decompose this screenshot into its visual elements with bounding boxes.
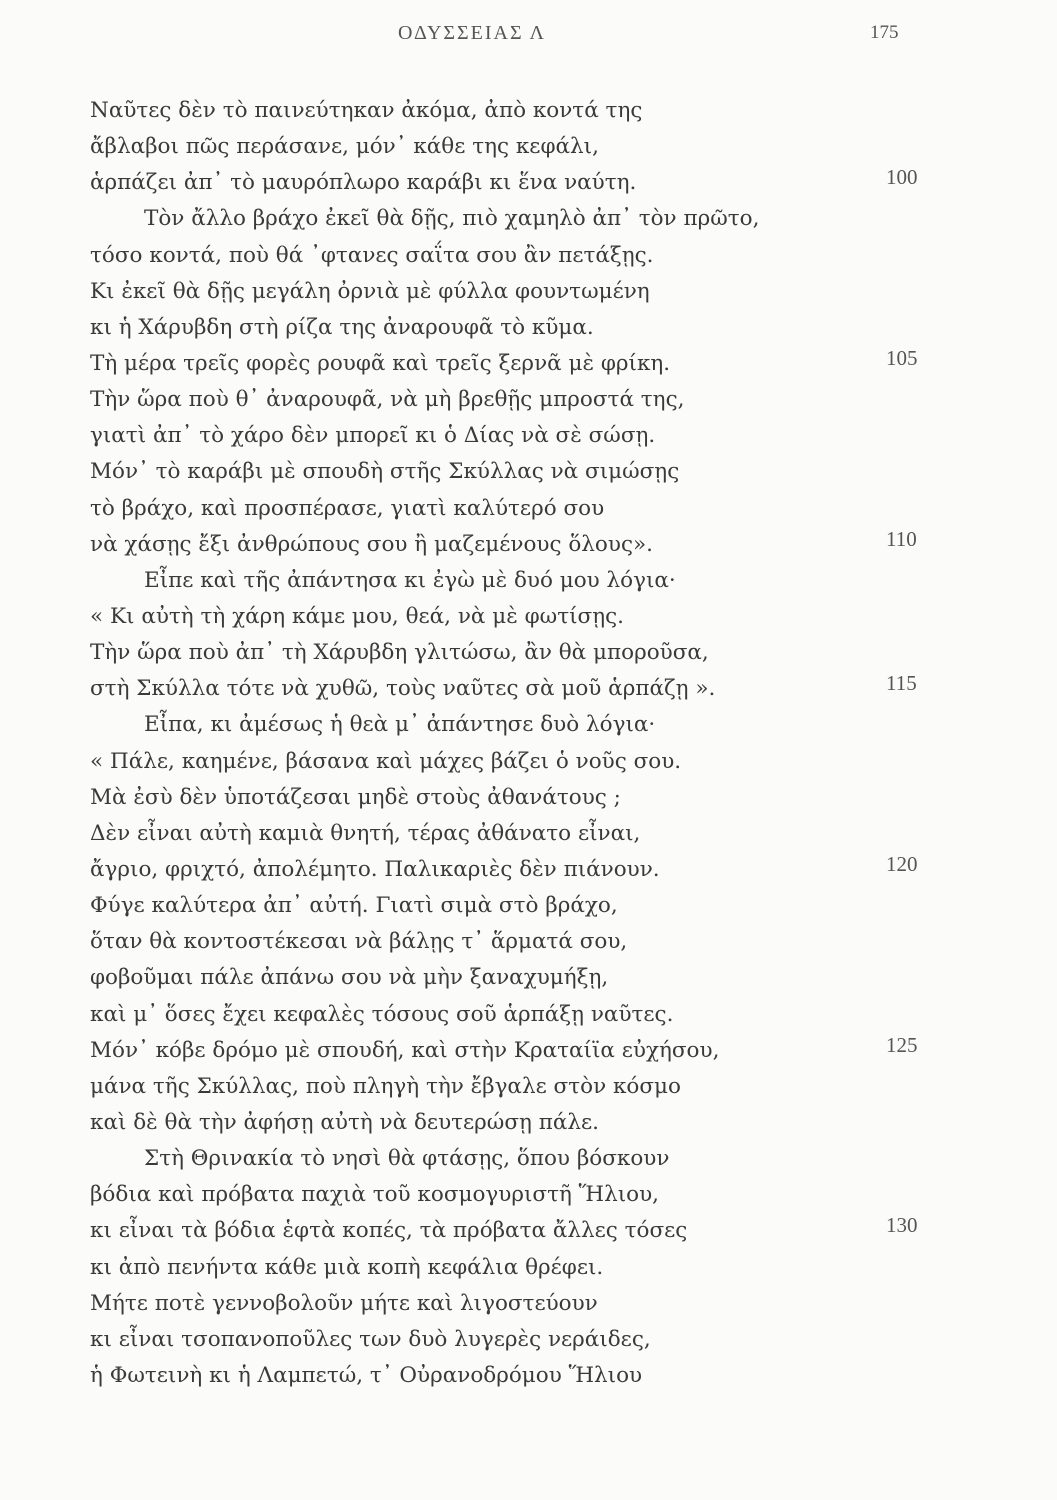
verse-line: [90, 238, 970, 274]
verse-line: [90, 997, 970, 1033]
verse-text: βόδια καὶ πρόβατα παχιὰ τοῦ κοσμογυριστῆ Ἥλιου,: [90, 1182, 660, 1208]
verse-line: [90, 1358, 970, 1394]
verse-line: [90, 1322, 970, 1358]
verse-text: κι ἀπὸ πενήντα κάθε μιὰ κοπὴ κεφάλια θρέφει.: [90, 1254, 604, 1280]
verse-line: [90, 1213, 970, 1249]
verse-text: νὰ χάσῃς ἔξι ἀνθρώπους σου ἢ μαζεμένους ὅλους».: [90, 531, 653, 557]
verse-line: [90, 671, 970, 707]
verse-text: ὅταν θὰ κοντοστέκεσαι νὰ βάλῃς τ᾽ ἅρματά σου,: [90, 929, 628, 955]
line-number: 115: [886, 671, 917, 696]
verse-line: [90, 1250, 970, 1286]
verse-line: [90, 563, 970, 599]
verse-line: [90, 346, 970, 382]
verse-text: Φύγε καλύτερα ἀπ᾽ αὐτή. Γιατὶ σιμὰ στὸ βράχο,: [90, 893, 618, 919]
verse-text: Μόν᾽ τὸ καράβι μὲ σπουδὴ στῆς Σκύλλας νὰ σιμώσῃς: [90, 459, 680, 485]
verse-line: [90, 274, 970, 310]
line-number: 125: [886, 1032, 918, 1057]
verse-line: [90, 527, 970, 563]
verse-line: [90, 1286, 970, 1322]
verse-text: Ναῦτες δὲν τὸ παινεύτηκαν ἀκόμα, ἀπὸ κοντά της: [90, 98, 643, 123]
verse-text: ἄβλαβοι πῶς περάσανε, μόν᾽ κάθε της κεφάλι,: [90, 134, 599, 160]
verse-line: [90, 1033, 970, 1069]
verse-line: [90, 960, 970, 996]
verse-line: [90, 888, 970, 924]
line-number: 100: [886, 165, 918, 190]
verse-line: [90, 780, 970, 816]
page-header: [0, 22, 1057, 52]
verse-text: Μήτε ποτὲ γεννοβολοῦν μήτε καὶ λιγοστεύουν: [90, 1290, 598, 1316]
running-head: ΟΔΥΣΣΕΙΑΣ Λ: [398, 22, 547, 44]
verse-text: γιατὶ ἀπ᾽ τὸ χάρο δὲν μπορεῖ κι ὁ Δίας νὰ σὲ σώσῃ.: [90, 423, 656, 449]
verse-line: [90, 201, 970, 237]
verse-text: Εἶπε καὶ τῆς ἀπάντησα κι ἐγὼ μὲ δυό μου λόγια·: [144, 567, 676, 593]
verse-text: Στὴ Θρινακία τὸ νησὶ θὰ φτάσῃς, ὅπου βόσκουν: [144, 1146, 670, 1172]
verse-line: [90, 852, 970, 888]
verse-text: Τὴ μέρα τρεῖς φορὲς ρουφᾶ καὶ τρεῖς ξερνᾶ μὲ φρίκη.: [90, 350, 671, 376]
verse-text: μάνα τῆς Σκύλλας, ποὺ πληγὴ τὴν ἔβγαλε στὸν κόσμο: [90, 1073, 681, 1099]
verse-text: καὶ μ᾽ ὅσες ἔχει κεφαλὲς τόσους σοῦ ἁρπάξῃ ναῦτες.: [90, 1001, 674, 1027]
line-number: 130: [886, 1213, 918, 1238]
verse-text: κι ἡ Χάρυβδη στὴ ρίζα της ἀναρουφᾶ τὸ κῦμα.: [90, 314, 594, 340]
verse-text: « Κι αὐτὴ τὴ χάρη κάμε μου, θεά, νὰ μὲ φωτίσῃς.: [90, 603, 624, 629]
line-number: 110: [886, 526, 917, 551]
verse-line: [90, 1177, 970, 1213]
line-number: 105: [886, 345, 918, 370]
verse-text: Εἶπα, κι ἀμέσως ἡ θεὰ μ᾽ ἀπάντησε δυὸ λόγια·: [144, 712, 656, 738]
verse-text: ἡ Φωτεινὴ κι ἡ Λαμπετώ, τ᾽ Οὐρανοδρόμου Ἥλιου: [90, 1362, 643, 1388]
verse-line: [90, 418, 970, 454]
verse-text: φοβοῦμαι πάλε ἀπάνω σου νὰ μὴν ξαναχυμήξῃ,: [90, 965, 609, 991]
verse-line: [90, 744, 970, 780]
verse-text: κι εἶναι τσοπανοποῦλες των δυὸ λυγερὲς νεράιδες,: [90, 1326, 651, 1352]
verse-line: [90, 635, 970, 671]
verse-line: [90, 382, 970, 418]
verse-line: [90, 93, 970, 129]
poem-text: [90, 93, 970, 1388]
verse-line: [90, 1105, 970, 1141]
verse-text: ἁρπάζει ἀπ᾽ τὸ μαυρόπλωρο καράβι κι ἕνα ναύτη.: [90, 170, 637, 196]
verse-text: κι εἶναι τὰ βόδια ἑφτὰ κοπές, τὰ πρόβατα ἄλλες τόσες: [90, 1218, 688, 1244]
verse-text: Τὸν ἄλλο βράχο ἐκεῖ θὰ δῇς, πιὸ χαμηλὸ ἀπ᾽ τὸν πρῶτο,: [144, 206, 760, 232]
verse-line: [90, 491, 970, 527]
verse-text: Μόν᾽ κόβε δρόμο μὲ σπουδή, καὶ στὴν Κραταίϊα εὐχήσου,: [90, 1037, 720, 1063]
verse-line: [90, 1141, 970, 1177]
line-number: 120: [886, 851, 918, 876]
verse-line: [90, 1069, 970, 1105]
verse-text: ἄγριο, φριχτό, ἀπολέμητο. Παλικαριὲς δὲν πιάνουν.: [90, 856, 660, 882]
verse-line: [90, 599, 970, 635]
verse-line: [90, 129, 970, 165]
verse-text: καὶ δὲ θὰ τὴν ἀφήσῃ αὐτὴ νὰ δευτερώσῃ πάλε.: [90, 1109, 599, 1135]
verse-text: τόσο κοντά, ποὺ θά ᾽φτανες σαΐτα σου ἂν πετάξῃς.: [90, 242, 654, 268]
verse-text: Μὰ ἐσὺ δὲν ὑποτάζεσαι μηδὲ στοὺς ἀθανάτους ;: [90, 784, 621, 810]
verse-text: Τὴν ὥρα ποὺ θ᾽ ἀναρουφᾶ, νὰ μὴ βρεθῇς μπροστά της,: [90, 387, 685, 413]
verse-line: [90, 454, 970, 490]
verse-text: στὴ Σκύλλα τότε νὰ χυθῶ, τοὺς ναῦτες σὰ μοῦ ἁρπάζῃ ».: [90, 676, 716, 702]
verse-text: « Πάλε, καημένε, βάσανα καὶ μάχες βάζει ὁ νοῦς σου.: [90, 748, 682, 774]
verse-text: τὸ βράχο, καὶ προσπέρασε, γιατὶ καλύτερό σου: [90, 495, 605, 521]
page-number: 175: [870, 22, 899, 43]
verse-text: Κι ἐκεῖ θὰ δῇς μεγάλη ὀρνιὰ μὲ φύλλα φουντωμένη: [90, 278, 650, 304]
verse-text: Τὴν ὥρα ποὺ ἀπ᾽ τὴ Χάρυβδη γλιτώσω, ἂν θὰ μποροῦσα,: [90, 640, 709, 666]
verse-line: [90, 165, 970, 201]
verse-line: [90, 816, 970, 852]
verse-line: [90, 924, 970, 960]
verse-line: [90, 310, 970, 346]
verse-text: Δὲν εἶναι αὐτὴ καμιὰ θνητή, τέρας ἀθάνατο εἶναι,: [90, 820, 641, 846]
verse-line: [90, 707, 970, 743]
